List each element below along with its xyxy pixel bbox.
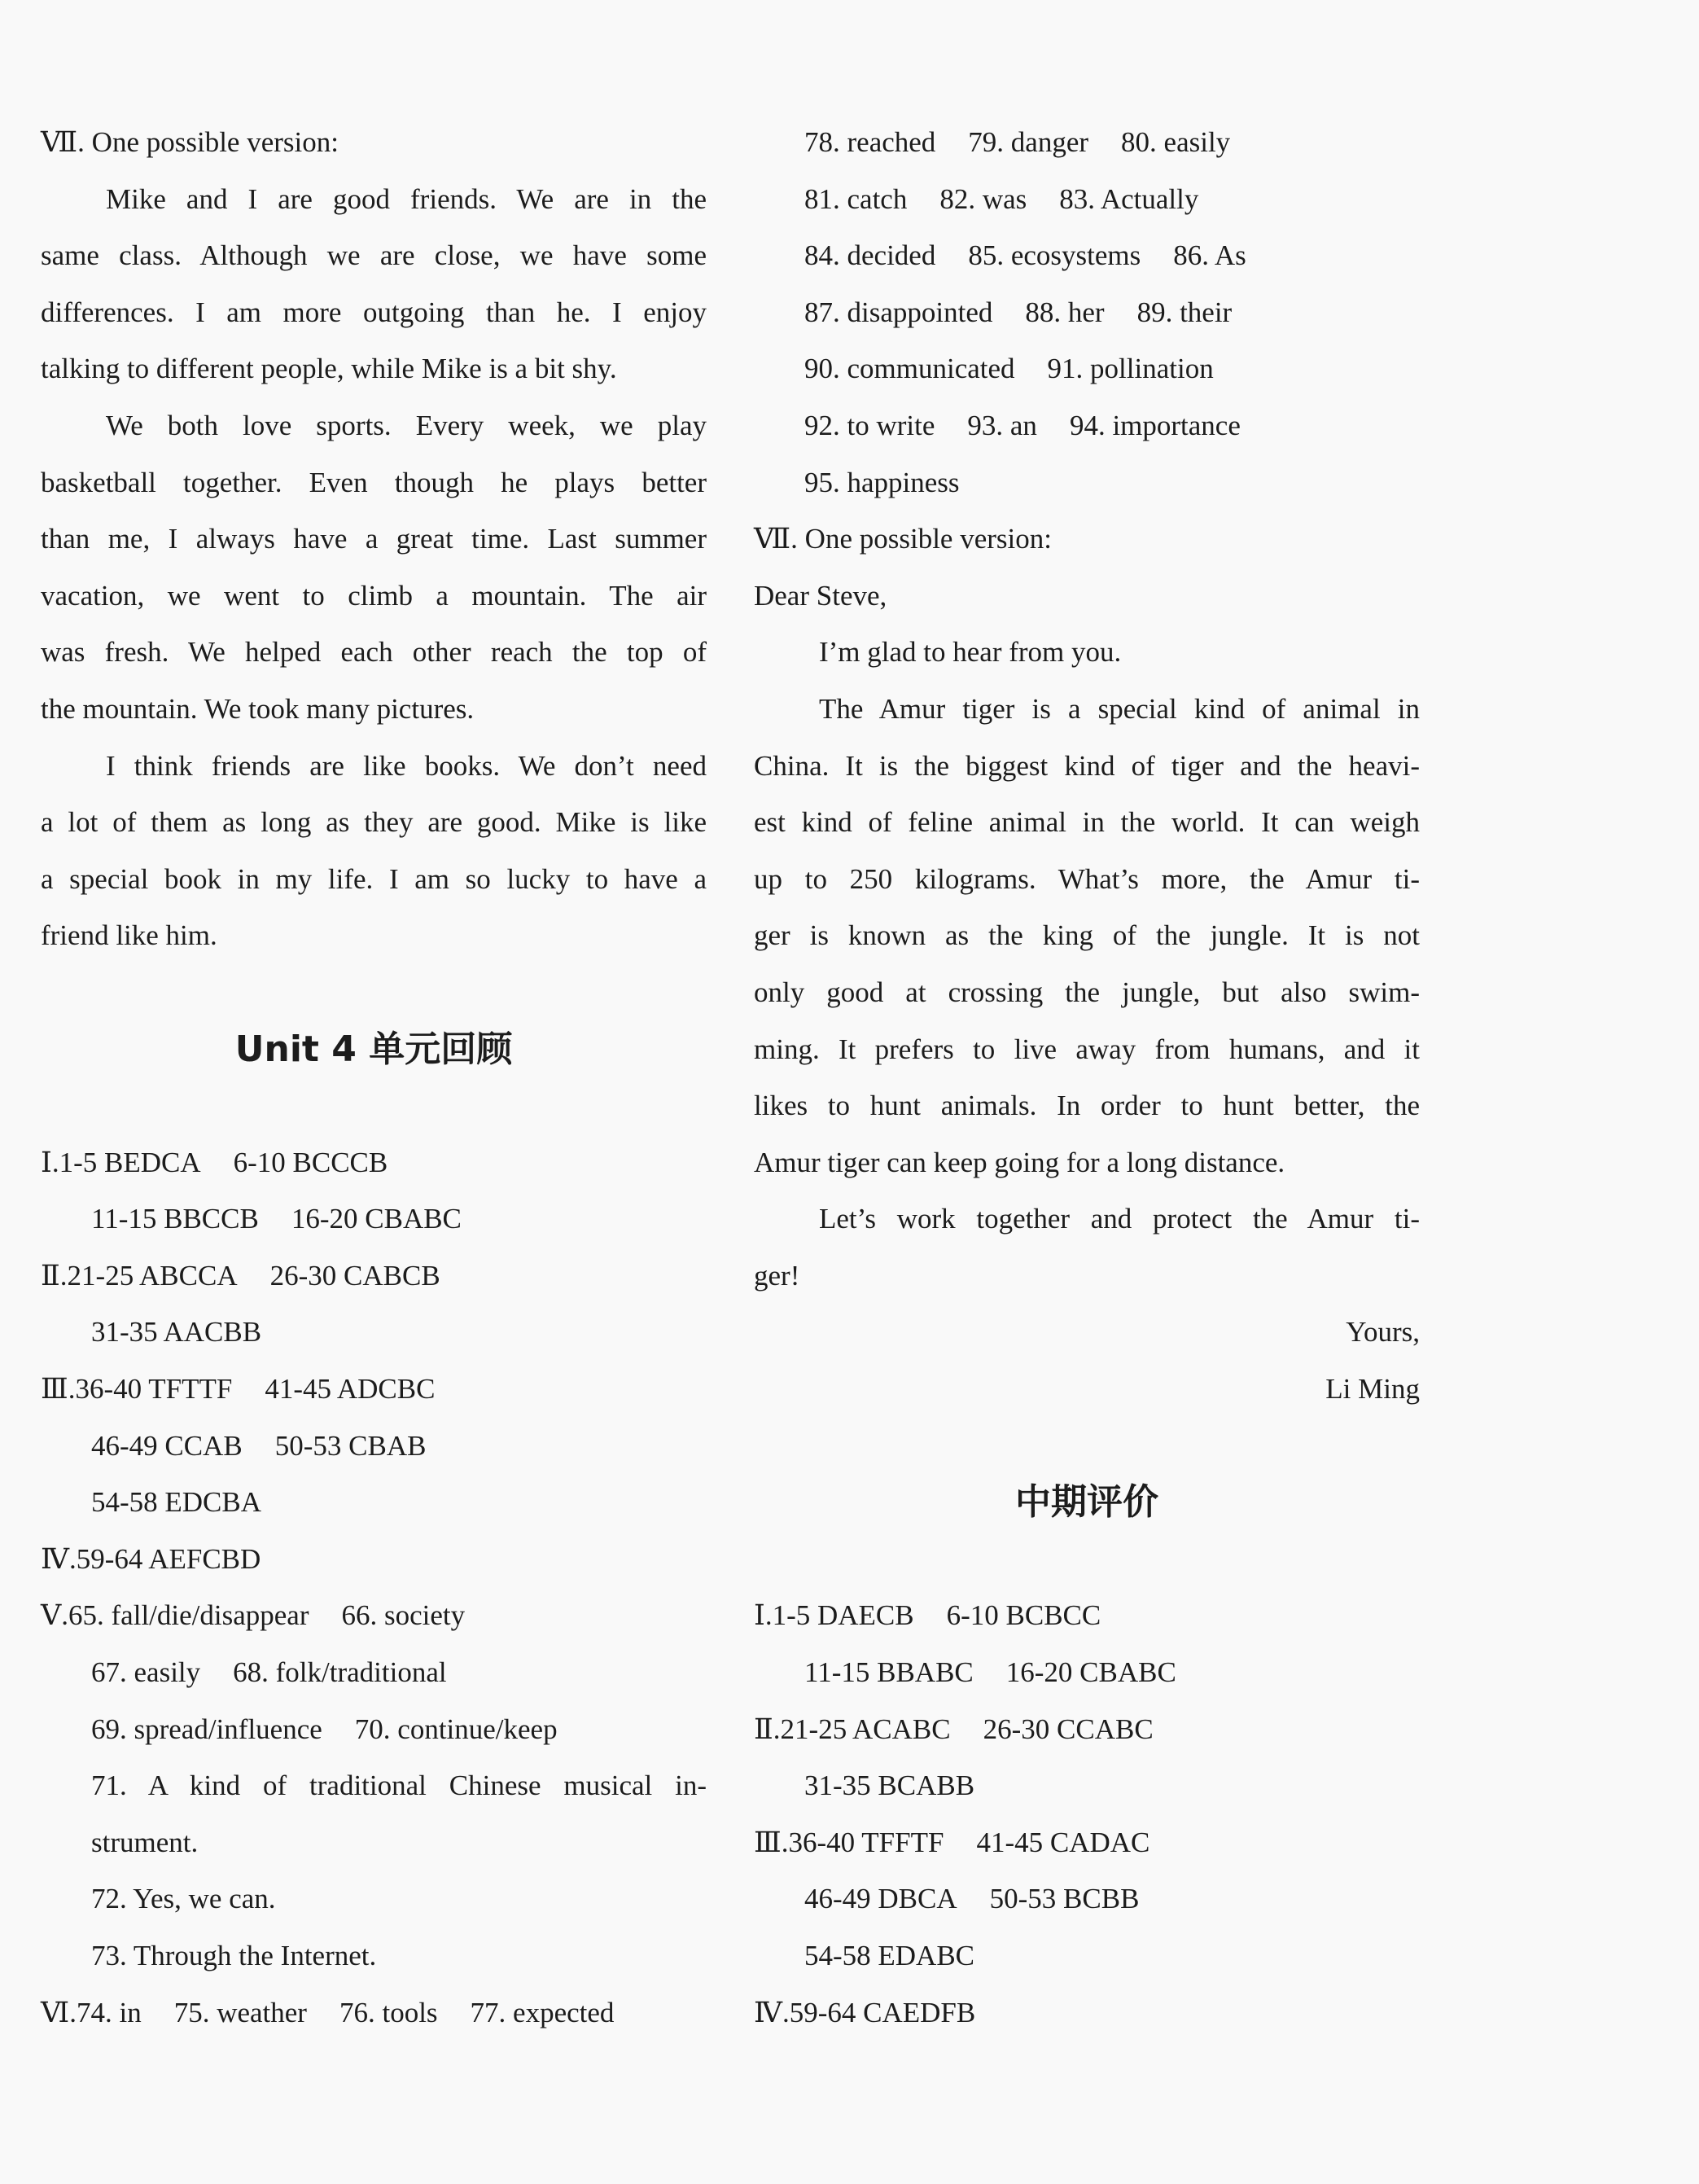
right-column bbox=[754, 114, 1420, 2041]
answer-row: 67. easily 68. folk/traditional bbox=[91, 1656, 447, 1689]
essay-line: the mountain. We took many pictures. bbox=[41, 692, 475, 725]
essay-line: was fresh. We helped each other reach the top of bbox=[41, 636, 707, 669]
answer-row: Ⅱ.21-25 ABCCA 26-30 CABCB bbox=[41, 1259, 440, 1292]
essay-line: than me, I always have a great time. Last summer bbox=[41, 523, 707, 555]
answer-row: strument. bbox=[91, 1826, 199, 1858]
answer-row: 73. Through the Internet. bbox=[91, 1940, 377, 1971]
answer-row: 87. disappointed 88. her 89. their bbox=[804, 296, 1233, 328]
essay-line: We both love sports. Every week, we play bbox=[106, 409, 707, 441]
letter-line: est kind of feline animal in the world. It can weigh bbox=[754, 806, 1420, 839]
essay-line: same class. Although we are close, we have some bbox=[41, 239, 707, 272]
answer-row: 90. communicated 91. pollination bbox=[804, 353, 1214, 385]
midterm-title: 中期评价 bbox=[1015, 1481, 1158, 1524]
answer-row: Ⅲ.36-40 TFFTF 41-45 CADAC bbox=[754, 1826, 1150, 1858]
answer-row: 72. Yes, we can. bbox=[91, 1883, 276, 1915]
letter-section-label: Ⅶ. One possible version: bbox=[754, 523, 1052, 555]
essay-line: basketball together. Even though he plays better bbox=[41, 466, 707, 498]
essay-line: vacation, we went to climb a mountain. The air bbox=[41, 579, 707, 612]
answer-row: 31-35 BCABB bbox=[804, 1770, 975, 1802]
answer-row: Ⅰ.1-5 BEDCA 6-10 BCCCB bbox=[41, 1146, 388, 1178]
letter-line: only good at crossing the jungle, but also swim- bbox=[754, 976, 1420, 1008]
answer-row: Ⅱ.21-25 ACABC 26-30 CCABC bbox=[754, 1713, 1154, 1745]
letter-line: up to 250 kilograms. What’s more, the Amur ti- bbox=[754, 862, 1420, 895]
answer-row: 69. spread/influence 70. continue/keep bbox=[91, 1713, 558, 1745]
letter-line: Amur tiger can keep going for a long distance. bbox=[754, 1146, 1285, 1178]
unit4-title: Unit 4 单元回顾 bbox=[234, 1028, 513, 1070]
letter-closing: Yours, bbox=[1346, 1316, 1420, 1349]
essay-line: I think friends are like books. We don’t need bbox=[106, 749, 707, 782]
essay-section-label: Ⅶ. One possible version: bbox=[41, 126, 339, 158]
answer-row: Ⅳ.59-64 CAEDFB bbox=[754, 1996, 976, 2028]
answer-row: 71. A kind of traditional Chinese musical in- bbox=[91, 1770, 707, 1802]
answer-row: 92. to write 93. an 94. importance bbox=[804, 409, 1241, 441]
essay-line: talking to different people, while Mike is a bit shy. bbox=[41, 353, 617, 385]
essay-line: a special book in my life. I am so lucky to have a bbox=[41, 862, 707, 895]
essay-line: Mike and I are good friends. We are in the bbox=[106, 182, 707, 215]
answer-row: Ⅴ.65. fall/die/disappear 66. society bbox=[41, 1599, 466, 1632]
answer-row: 31-35 AACBB bbox=[91, 1316, 262, 1349]
letter-line: The Amur tiger is a special kind of animal in bbox=[819, 692, 1420, 725]
answer-row: 54-58 EDCBA bbox=[91, 1486, 262, 1519]
answer-row: Ⅰ.1-5 DAECB 6-10 BCBCC bbox=[754, 1599, 1101, 1632]
answer-row: 95. happiness bbox=[804, 466, 960, 498]
left-column bbox=[41, 114, 707, 2041]
answer-row: Ⅵ.74. in 75. weather 76. tools 77. expected bbox=[41, 1996, 615, 2028]
letter-line: ger is known as the king of the jungle. It is not bbox=[754, 919, 1420, 952]
answer-row: Ⅳ.59-64 AEFCBD bbox=[41, 1542, 261, 1575]
answer-row: 84. decided 85. ecosystems 86. As bbox=[804, 239, 1246, 272]
answer-row: Ⅲ.36-40 TFTTF 41-45 ADCBC bbox=[41, 1373, 436, 1406]
answer-row: 46-49 CCAB 50-53 CBAB bbox=[91, 1429, 427, 1462]
letter-line: ger! bbox=[754, 1259, 800, 1292]
answer-row: 81. catch 82. was 83. Actually bbox=[804, 182, 1199, 215]
letter-line: likes to hunt animals. In order to hunt better, the bbox=[754, 1090, 1420, 1122]
letter-signature: Li Ming bbox=[1325, 1373, 1420, 1406]
essay-line: differences. I am more outgoing than he. I enjoy bbox=[41, 296, 707, 328]
answer-row: 46-49 DBCA 50-53 BCBB bbox=[804, 1883, 1140, 1915]
answer-row: 11-15 BBABC 16-20 CBABC bbox=[804, 1656, 1176, 1689]
letter-line: China. It is the biggest kind of tiger and the heavi- bbox=[754, 749, 1420, 782]
essay-line: friend like him. bbox=[41, 919, 217, 952]
letter-line: ming. It prefers to live away from humans, and it bbox=[754, 1033, 1420, 1065]
essay-line: a lot of them as long as they are good. Mike is like bbox=[41, 806, 707, 839]
letter-line: I’m glad to hear from you. bbox=[819, 636, 1122, 669]
answer-row: 78. reached 79. danger 80. easily bbox=[804, 126, 1231, 158]
letter-line: Let’s work together and protect the Amur ti- bbox=[819, 1203, 1420, 1235]
answer-row: 11-15 BBCCB 16-20 CBABC bbox=[91, 1203, 462, 1235]
answer-row: 54-58 EDABC bbox=[804, 1940, 975, 1971]
letter-salutation: Dear Steve, bbox=[754, 579, 887, 612]
